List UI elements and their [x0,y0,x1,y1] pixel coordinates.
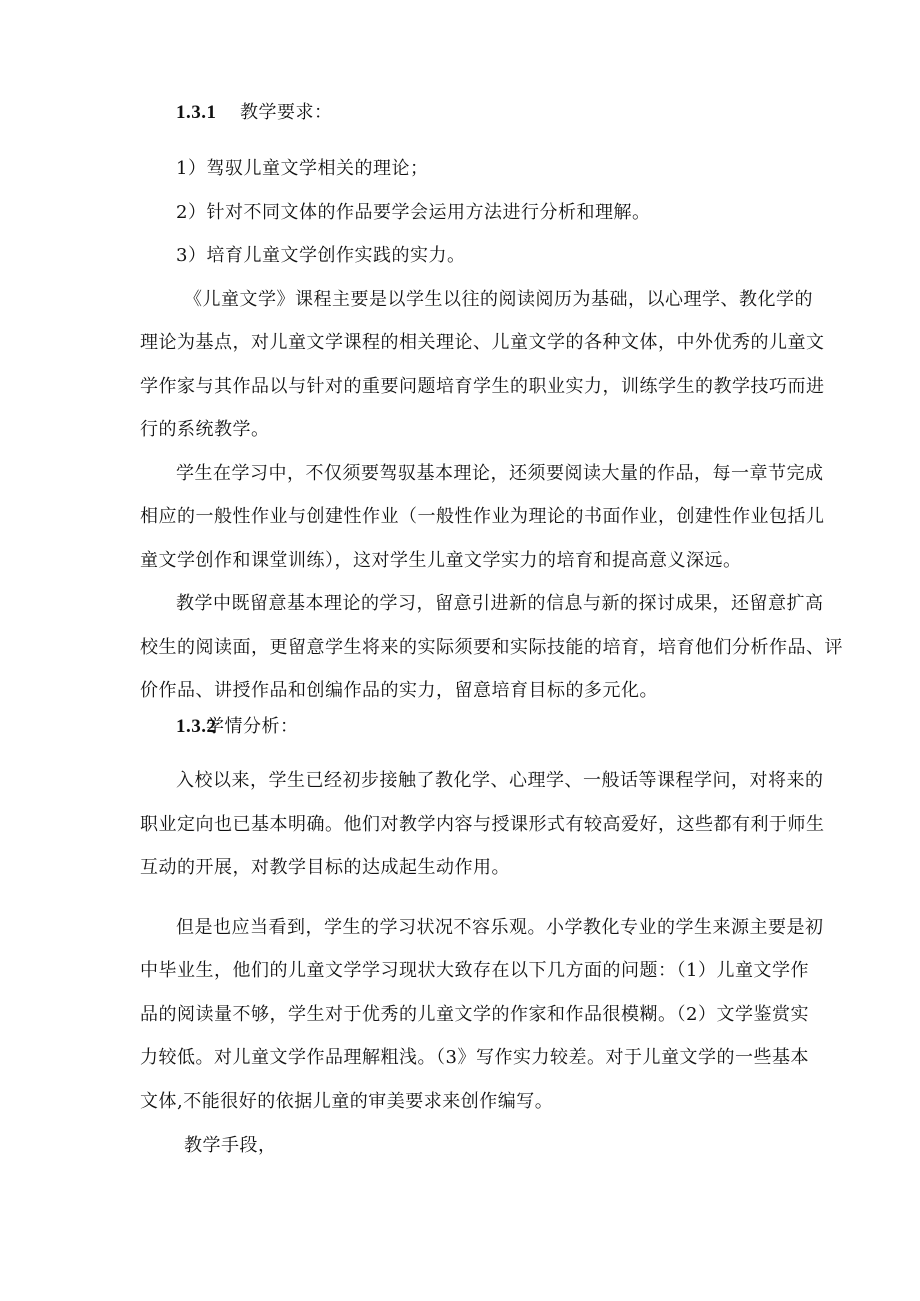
paragraph-line: 中毕业生，他们的儿童文学学习现状大致存在以下几方面的问题：（1）儿童文学作 [140,960,809,981]
paragraph-line: 价作品、讲授作品和创编作品的实力，留意培育目标的多元化。 [140,680,658,701]
paragraph-line: 学生在学习中，不仅须要驾驭基本理论，还须要阅读大量的作品，每一章节完成 [176,463,824,484]
requirement-item: 3）培育儿童文学创作实践的实力。 [176,245,466,266]
paragraph-line: 学作家与其作品以与针对的重要问题培育学生的职业实力，训练学生的教学技巧而进 [140,376,825,397]
paragraph-line: 文体,不能很好的依据儿童的审美要求来创作编写。 [140,1091,554,1112]
paragraph-line: 《儿童文学》课程主要是以学生以往的阅读阅历为基础，以心理学、教化学的 [184,289,813,310]
paragraph-line: 行的系统教学。 [140,419,270,440]
requirement-item: 2）针对不同文体的作品要学会运用方法进行分析和理解。 [176,202,651,223]
paragraph-line: 入校以来，学生已经初步接触了教化学、心理学、一般话等课程学问，对将来的 [176,770,824,791]
paragraph-line: 力较低。对儿童文学作品理解粗浅。（3》写作实力较差。对于儿童文学的一些基本 [140,1047,809,1068]
section-131-title: 教学要求： [240,102,333,123]
requirement-item: 1）驾驭儿童文学相关的理论； [176,158,429,179]
section-132-number: 1.3.2 [176,716,217,737]
paragraph-line: 相应的一般性作业与创建性作业（一般性作业为理论的书面作业，创建性作业包括儿 [140,506,825,527]
paragraph-line: 校生的阅读面，更留意学生将来的实际须要和实际技能的培育，培育他们分析作品、评 [140,637,843,658]
section-132-title: 学情分析： [206,716,299,737]
paragraph-line: 教学中既留意基本理论的学习，留意引进新的信息与新的探讨成果，还留意扩高 [176,593,824,614]
paragraph-line: 但是也应当看到，学生的学习状况不容乐观。小学教化专业的学生来源主要是初 [176,917,824,938]
section-131-number: 1.3.1 [176,102,217,123]
teaching-methods-heading: 教学手段， [184,1135,277,1156]
paragraph-line: 职业定向也已基本明确。他们对教学内容与授课形式有较高爱好，这些都有利于师生 [140,814,825,835]
paragraph-line: 理论为基点，对儿童文学课程的相关理论、儿童文学的各种文体，中外优秀的儿童文 [140,332,825,353]
paragraph-line: 品的阅读量不够，学生对于优秀的儿童文学的作家和作品很模糊。（2）文学鉴赏实 [140,1004,809,1025]
paragraph-line: 互动的开展，对教学目标的达成起生动作用。 [140,857,510,878]
paragraph-line: 童文学创作和课堂训练），这对学生儿童文学实力的培育和提高意义深远。 [140,550,742,571]
